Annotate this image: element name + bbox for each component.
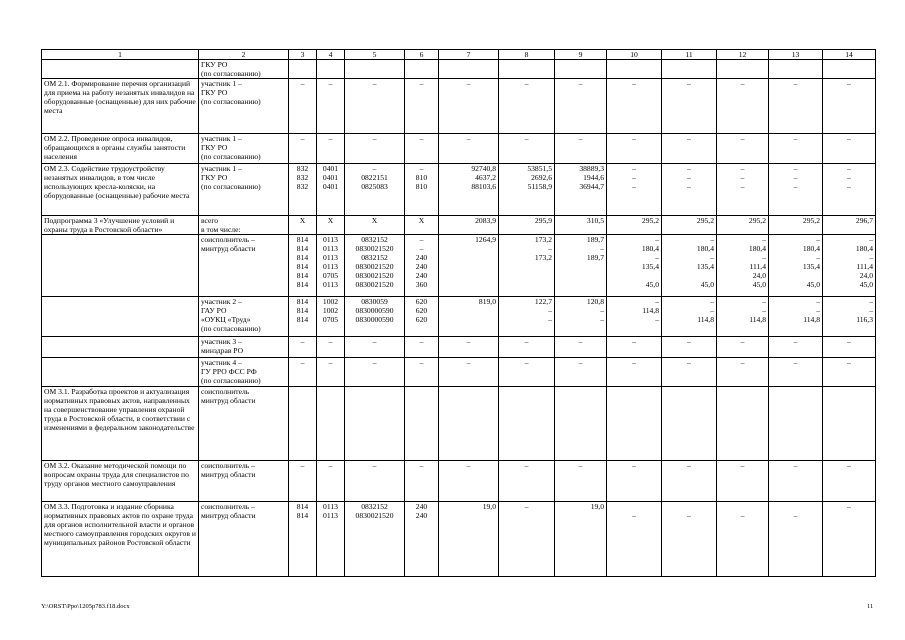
value-cell: X [317, 216, 345, 235]
value-cell: – [289, 134, 317, 164]
value-cell: 0401 0401 0401 [317, 164, 345, 216]
value-cell: – – 114,8 [717, 297, 769, 337]
executor-cell: соисполнитель – минтруд области [199, 235, 289, 297]
value-cell [607, 387, 662, 461]
value-cell: 1264,9 [439, 235, 499, 297]
value-cell: – [499, 134, 555, 164]
measure-name-cell [42, 337, 199, 358]
value-cell: – – 114,8 [769, 297, 823, 337]
value-cell: – [405, 358, 439, 387]
page-number: 11 [867, 603, 874, 610]
table-row [42, 358, 876, 387]
value-cell: 189,7 – 189,7 [555, 235, 607, 297]
measure-name-cell [42, 235, 199, 297]
table-row [42, 79, 876, 134]
value-cell: 1002 1002 0705 [317, 297, 345, 337]
value-cell: 814 814 814 [289, 297, 317, 337]
value-cell: – [405, 461, 439, 502]
value-cell: – [662, 502, 717, 577]
measure-name-cell: ОМ 3.3. Подготовка и издание сборника нормативных правовых актов по охране труда для органов исполнительной власти и органов местного самоуправления городских округов и муниципальных районов Ростовской области [42, 502, 199, 577]
value-cell: – [555, 134, 607, 164]
executor-cell: участник 2 – ГАУ РО «ОУКЦ «Труд» (по согласованию) [199, 297, 289, 337]
executor-cell: соисполнитель минтруд области [199, 387, 289, 461]
value-cell: – 180,4 – 135,4 45,0 [769, 235, 823, 297]
value-cell [317, 60, 345, 79]
value-cell: 819,0 [439, 297, 499, 337]
value-cell: – [499, 337, 555, 358]
column-number-cell: 5 [345, 50, 405, 60]
column-number-cell: 11 [662, 50, 717, 60]
measure-name-cell: ОМ 2.2. Проведение опроса инвалидов, обращающихся в органы службы занятости населения [42, 134, 199, 164]
value-cell [317, 387, 345, 461]
value-cell: – [345, 461, 405, 502]
value-cell [717, 387, 769, 461]
table-row [42, 164, 876, 216]
table-row [42, 216, 876, 235]
column-number-cell: 7 [439, 50, 499, 60]
column-number-cell: 2 [199, 50, 289, 60]
value-cell: – [555, 79, 607, 134]
value-cell: – [317, 358, 345, 387]
value-cell: – – 116,3 [823, 297, 876, 337]
value-cell: – [717, 337, 769, 358]
executor-cell: участник 3 – минздрав РО [199, 337, 289, 358]
value-cell: – [405, 337, 439, 358]
column-number-cell: 12 [717, 50, 769, 60]
table-row [42, 387, 876, 461]
column-number-cell: 9 [555, 50, 607, 60]
value-cell: – [555, 461, 607, 502]
column-number-cell: 8 [499, 50, 555, 60]
value-cell [289, 387, 317, 461]
value-cell: – [499, 79, 555, 134]
table-row [42, 297, 876, 337]
value-cell: – [769, 502, 823, 577]
value-cell: – [439, 337, 499, 358]
column-number-cell: 14 [823, 50, 876, 60]
value-cell: 120,8 – – [555, 297, 607, 337]
value-cell: – [289, 79, 317, 134]
value-cell: – – – [823, 164, 876, 216]
value-cell: – [439, 134, 499, 164]
measure-name-cell [42, 358, 199, 387]
value-cell: – 180,4 – 111,4 24,0 45,0 [823, 235, 876, 297]
value-cell: 53851,5 2692,6 51158,9 [499, 164, 555, 216]
value-cell: – 810 810 [405, 164, 439, 216]
value-cell: 19,0 [555, 502, 607, 577]
value-cell: 832 832 832 [289, 164, 317, 216]
value-cell: – – 114,8 [662, 297, 717, 337]
value-cell: X [405, 216, 439, 235]
value-cell: – [662, 461, 717, 502]
value-cell: – 180,4 – 135,4 45,0 [662, 235, 717, 297]
value-cell: – [607, 337, 662, 358]
table-row [42, 235, 876, 297]
value-cell: – [717, 134, 769, 164]
value-cell: – [769, 358, 823, 387]
header-row [42, 50, 876, 60]
executor-cell: ГКУ РО (по согласованию) [199, 60, 289, 79]
value-cell: – [405, 79, 439, 134]
value-cell [439, 387, 499, 461]
value-cell: – [289, 461, 317, 502]
executor-cell: всего в том числе: [199, 216, 289, 235]
value-cell: 814 814 814 814 814 814 [289, 235, 317, 297]
value-cell: – [345, 358, 405, 387]
value-cell: 0113 0113 [317, 502, 345, 577]
value-cell: – [717, 502, 769, 577]
value-cell: – [317, 337, 345, 358]
column-number-cell: 10 [607, 50, 662, 60]
value-cell: 814 814 [289, 502, 317, 577]
value-cell: – [769, 134, 823, 164]
value-cell: – 114,8 – [607, 297, 662, 337]
value-cell [289, 60, 317, 79]
value-cell: – [769, 337, 823, 358]
value-cell: – [662, 358, 717, 387]
value-cell: – [717, 358, 769, 387]
value-cell: – [607, 79, 662, 134]
measure-name-cell: ОМ 3.1. Разработка проектов и актуализация нормативных правовых актов, направленных на совершенствование управления охраной труда в Ростовской области, в соответствии с изменениями в федеральном законодательстве [42, 387, 199, 461]
budget-table [41, 49, 876, 577]
value-cell: – – – [607, 164, 662, 216]
column-number-cell: 3 [289, 50, 317, 60]
measure-name-cell: ОМ 2.3. Содействие трудоустройству незанятых инвалидов, в том числе использующих кресла-коляски, на оборудованные (оснащенные) рабочие места [42, 164, 199, 216]
value-cell: – [823, 502, 876, 577]
value-cell: – [405, 134, 439, 164]
value-cell: – – – [717, 164, 769, 216]
value-cell [405, 60, 439, 79]
value-cell: – [717, 461, 769, 502]
value-cell: – 180,4 – 111,4 24,0 45,0 [717, 235, 769, 297]
value-cell: – [769, 461, 823, 502]
value-cell: 38889,3 1944,6 36944,7 [555, 164, 607, 216]
value-cell: 173,2 – 173,2 [499, 235, 555, 297]
executor-cell: участник 1 – ГКУ РО (по согласованию) [199, 164, 289, 216]
value-cell: 92740,8 4637,2 88103,6 [439, 164, 499, 216]
value-cell: – [289, 358, 317, 387]
value-cell: – [439, 79, 499, 134]
measure-name-cell: ОМ 3.2. Оказание методической помощи по вопросам охраны труда для специалистов по труду органов местного самоуправления [42, 461, 199, 502]
value-cell [823, 60, 876, 79]
value-cell: – [769, 79, 823, 134]
value-cell: – [607, 358, 662, 387]
value-cell: 0113 0113 0113 0113 0705 0113 [317, 235, 345, 297]
value-cell: 2083,9 [439, 216, 499, 235]
value-cell: 296,7 [823, 216, 876, 235]
value-cell: 295,9 [499, 216, 555, 235]
value-cell: – [823, 337, 876, 358]
value-cell [607, 60, 662, 79]
value-cell: – [823, 358, 876, 387]
value-cell: 19,0 [439, 502, 499, 577]
value-cell [555, 387, 607, 461]
value-cell: – [607, 134, 662, 164]
value-cell: 0830059 0830000590 0830000590 [345, 297, 405, 337]
value-cell: – [499, 502, 555, 577]
value-cell: 295,2 [607, 216, 662, 235]
executor-cell: участник 4 – ГУ РРО ФСС РФ (по согласованию) [199, 358, 289, 387]
value-cell [555, 60, 607, 79]
value-cell: 0832152 0830021520 [345, 502, 405, 577]
value-cell: – [662, 337, 717, 358]
value-cell [769, 60, 823, 79]
value-cell: – [662, 134, 717, 164]
value-cell: 122,7 – – [499, 297, 555, 337]
value-cell: – [823, 79, 876, 134]
value-cell: – [439, 461, 499, 502]
table-row [42, 60, 876, 79]
value-cell: – [555, 358, 607, 387]
value-cell [345, 60, 405, 79]
value-cell [662, 60, 717, 79]
value-cell [769, 387, 823, 461]
value-cell: X [289, 216, 317, 235]
executor-cell: соисполнитель – минтруд области [199, 461, 289, 502]
value-cell: – [717, 79, 769, 134]
measure-name-cell: ОМ 2.1. Формирование перечня организаций для приема на работу незанятых инвалидов на оборудованные (оснащенные) для них рабочие места [42, 79, 199, 134]
value-cell: – [499, 461, 555, 502]
executor-cell: соисполнитель – минтруд области [199, 502, 289, 577]
value-cell [823, 387, 876, 461]
value-cell: – [289, 337, 317, 358]
table-row [42, 461, 876, 502]
measure-name-cell [42, 297, 199, 337]
column-number-cell: 4 [317, 50, 345, 60]
measure-name-cell: Подпрограмма 3 «Улучшение условий и охраны труда в Ростовской области» [42, 216, 199, 235]
value-cell: – [345, 79, 405, 134]
value-cell: – [607, 502, 662, 577]
table-row [42, 134, 876, 164]
value-cell: 295,2 [769, 216, 823, 235]
executor-cell: участник 1 – ГКУ РО (по согласованию) [199, 134, 289, 164]
value-cell: – – – [662, 164, 717, 216]
value-cell: – [317, 134, 345, 164]
value-cell: X [345, 216, 405, 235]
table-row [42, 337, 876, 358]
value-cell: – [555, 337, 607, 358]
executor-cell: участник 1 – ГКУ РО (по согласованию) [199, 79, 289, 134]
value-cell: 295,2 [662, 216, 717, 235]
value-cell: – [607, 461, 662, 502]
value-cell: 295,2 [717, 216, 769, 235]
footer-file-path: Y:\ORST\Ppo\1205p783.f18.docx [41, 603, 130, 610]
value-cell: – [317, 79, 345, 134]
value-cell: 240 240 [405, 502, 439, 577]
value-cell: 310,5 [555, 216, 607, 235]
column-number-cell: 13 [769, 50, 823, 60]
table-row [42, 502, 876, 577]
value-cell: – [823, 461, 876, 502]
value-cell [499, 387, 555, 461]
column-number-cell: 1 [42, 50, 199, 60]
value-cell: – [345, 337, 405, 358]
value-cell: – [662, 79, 717, 134]
value-cell: – [439, 358, 499, 387]
value-cell: – – – [769, 164, 823, 216]
value-cell: – 0822151 0825083 [345, 164, 405, 216]
column-number-cell: 6 [405, 50, 439, 60]
value-cell [405, 387, 439, 461]
value-cell: – [317, 461, 345, 502]
value-cell: – [345, 134, 405, 164]
measure-name-cell [42, 60, 199, 79]
value-cell: – [499, 358, 555, 387]
value-cell: 620 620 620 [405, 297, 439, 337]
value-cell [345, 387, 405, 461]
value-cell [717, 60, 769, 79]
value-cell [499, 60, 555, 79]
value-cell: – 180,4 – 135,4 45,0 [607, 235, 662, 297]
value-cell [662, 387, 717, 461]
value-cell [439, 60, 499, 79]
value-cell: – – 240 240 240 360 [405, 235, 439, 297]
value-cell: 0832152 0830021520 0832152 0830021520 0830021520 0830021520 [345, 235, 405, 297]
value-cell: – [823, 134, 876, 164]
